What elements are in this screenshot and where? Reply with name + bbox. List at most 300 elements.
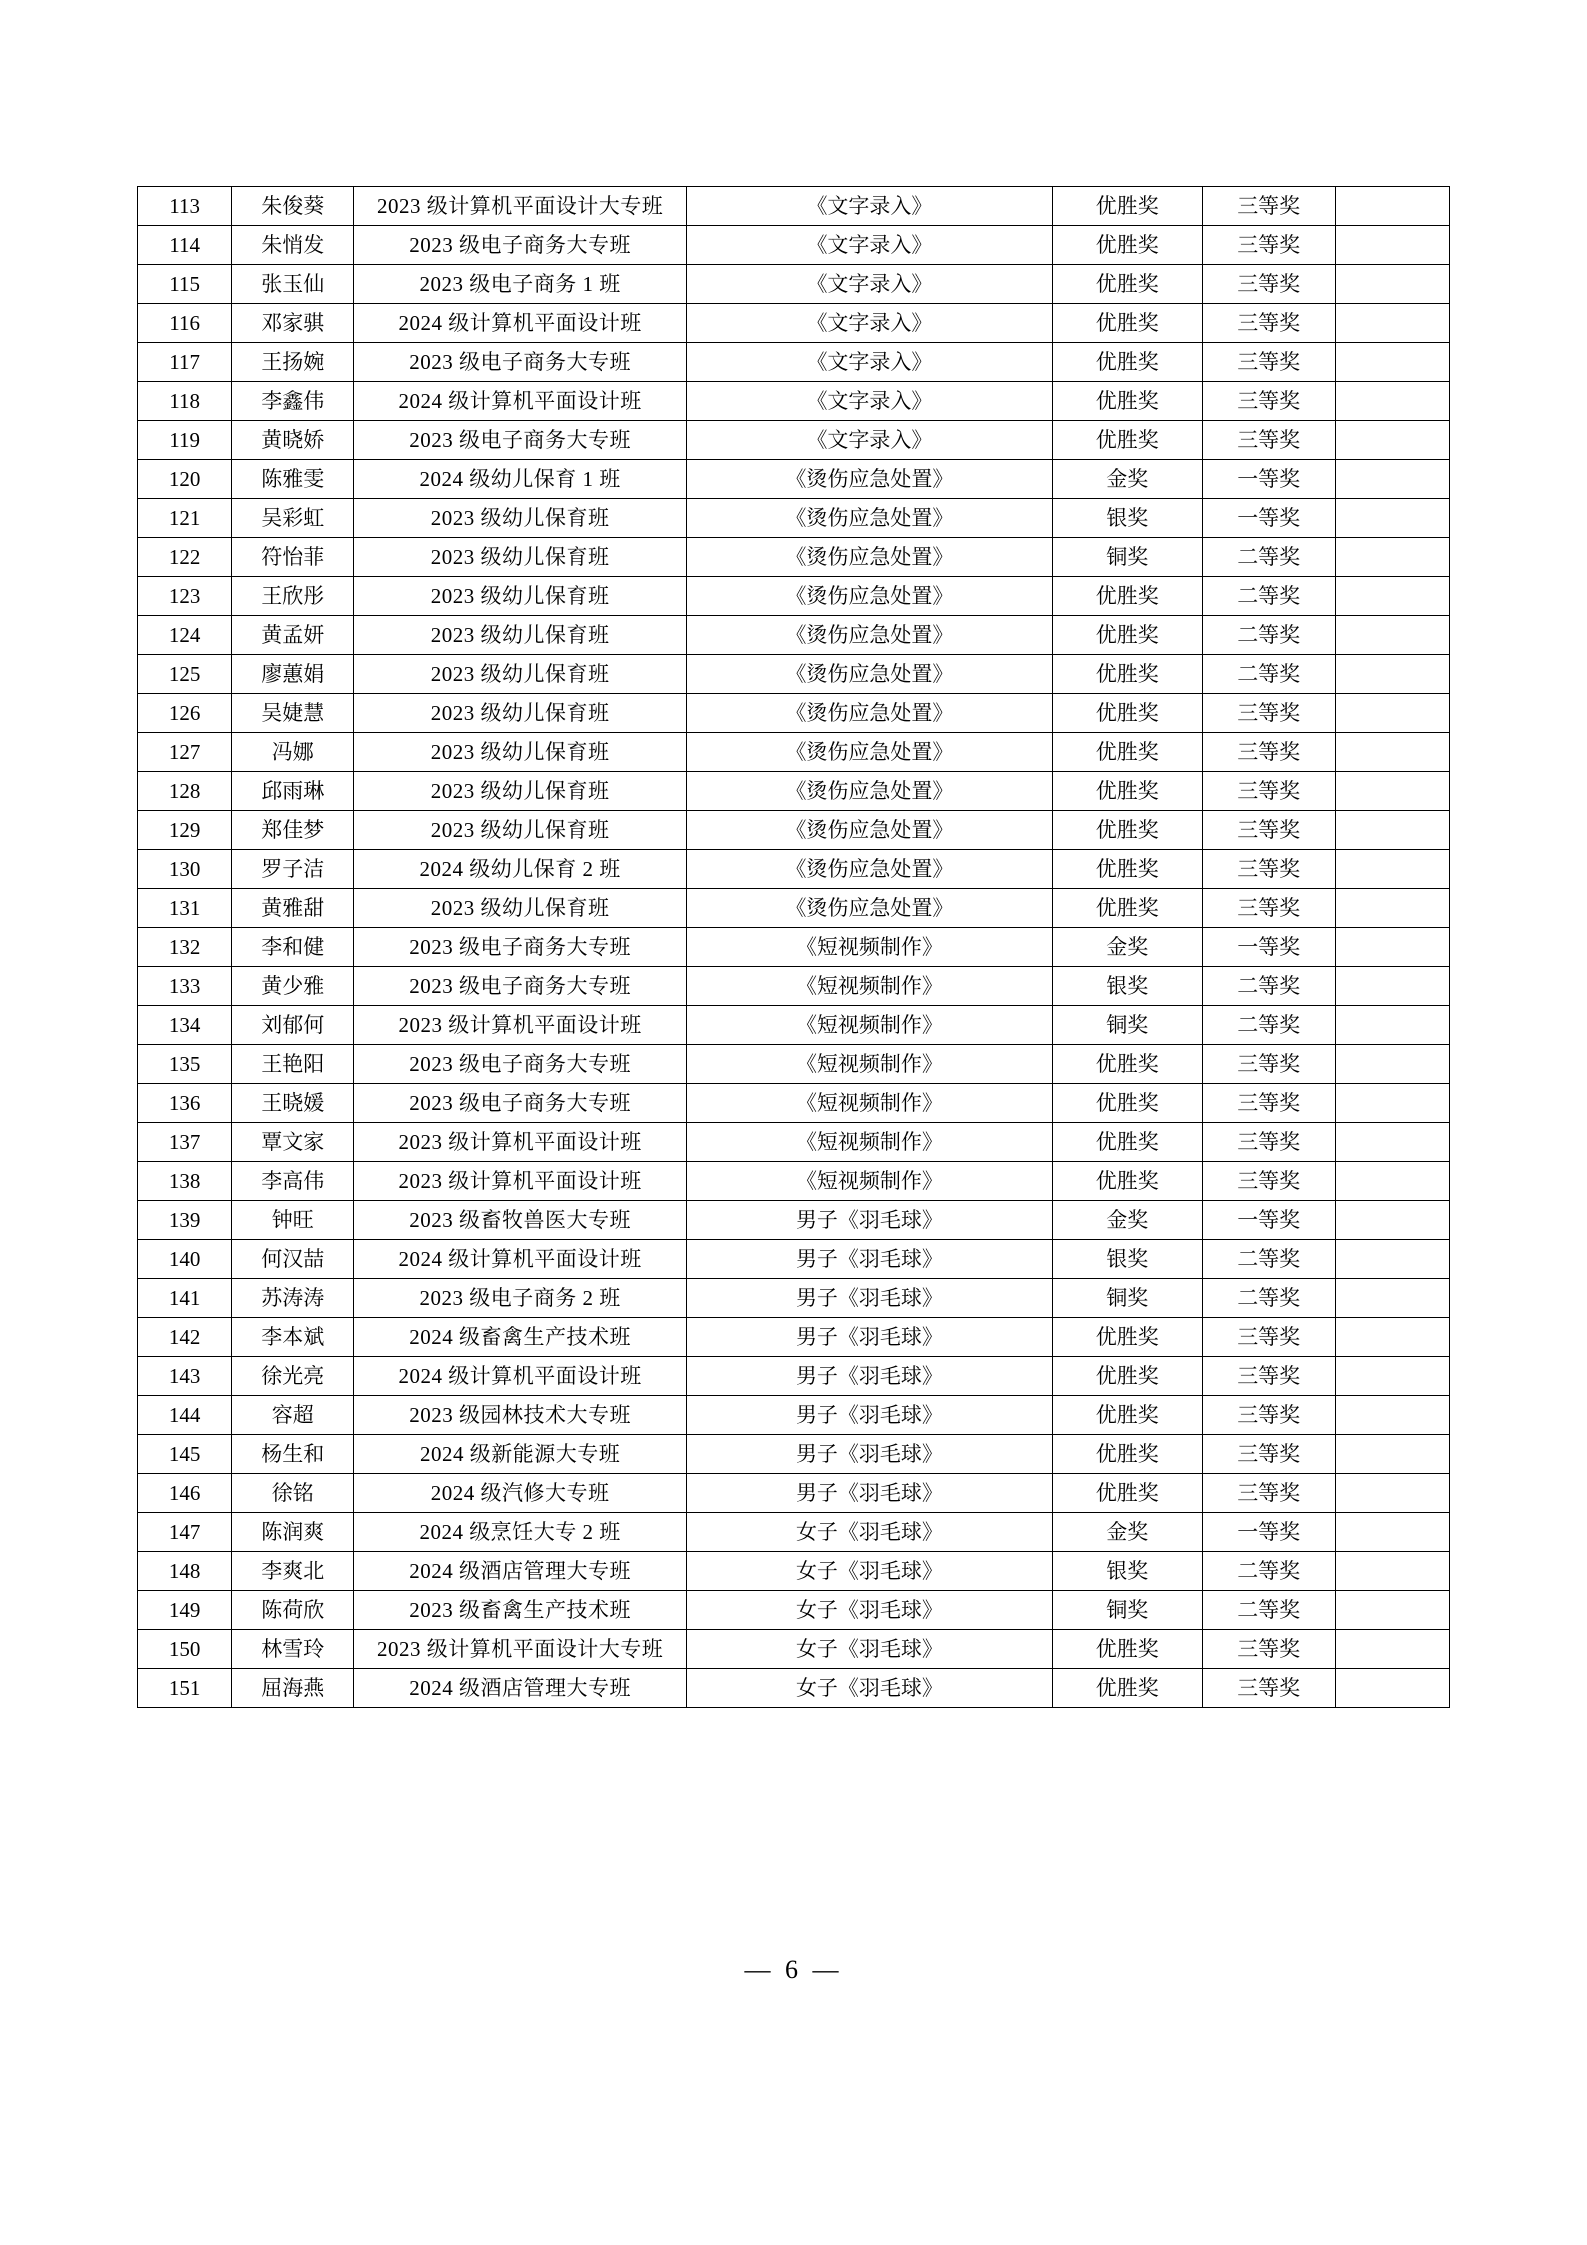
table-row xyxy=(138,733,1450,772)
table-cell-name: 徐光亮 xyxy=(232,1357,354,1396)
table-cell-note xyxy=(1335,1318,1449,1357)
table-cell-note xyxy=(1335,1123,1449,1162)
table-cell-medal: 优胜奖 xyxy=(1052,1357,1202,1396)
table-cell-name: 李鑫伟 xyxy=(232,382,354,421)
table-cell-class: 2024 级计算机平面设计班 xyxy=(354,304,687,343)
table-cell-item: 女子《羽毛球》 xyxy=(686,1552,1052,1591)
table-cell-class: 2023 级电子商务大专班 xyxy=(354,226,687,265)
table-cell-class: 2023 级电子商务大专班 xyxy=(354,421,687,460)
table-cell-no: 131 xyxy=(138,889,232,928)
table-cell-rank: 三等奖 xyxy=(1202,382,1335,421)
table-cell-item: 《烫伤应急处置》 xyxy=(686,850,1052,889)
table-cell-name: 陈雅雯 xyxy=(232,460,354,499)
table-cell-medal: 优胜奖 xyxy=(1052,850,1202,889)
table-cell-name: 李本斌 xyxy=(232,1318,354,1357)
table-row xyxy=(138,304,1450,343)
table-cell-medal: 优胜奖 xyxy=(1052,1162,1202,1201)
table-cell-rank: 三等奖 xyxy=(1202,733,1335,772)
table-cell-no: 121 xyxy=(138,499,232,538)
table-cell-class: 2023 级幼儿保育班 xyxy=(354,811,687,850)
table-row xyxy=(138,1201,1450,1240)
table-cell-rank: 三等奖 xyxy=(1202,226,1335,265)
table-cell-medal: 优胜奖 xyxy=(1052,1318,1202,1357)
table-cell-no: 134 xyxy=(138,1006,232,1045)
table-cell-class: 2023 级电子商务 2 班 xyxy=(354,1279,687,1318)
table-cell-item: 《烫伤应急处置》 xyxy=(686,889,1052,928)
table-cell-no: 133 xyxy=(138,967,232,1006)
table-cell-item: 女子《羽毛球》 xyxy=(686,1669,1052,1708)
table-row xyxy=(138,1435,1450,1474)
table-cell-no: 137 xyxy=(138,1123,232,1162)
table-cell-class: 2024 级计算机平面设计班 xyxy=(354,1240,687,1279)
table-cell-medal: 银奖 xyxy=(1052,1552,1202,1591)
table-cell-medal: 银奖 xyxy=(1052,499,1202,538)
table-cell-note xyxy=(1335,772,1449,811)
table-cell-no: 117 xyxy=(138,343,232,382)
table-cell-note xyxy=(1335,616,1449,655)
table-cell-no: 132 xyxy=(138,928,232,967)
table-cell-class: 2023 级电子商务大专班 xyxy=(354,343,687,382)
table-cell-rank: 一等奖 xyxy=(1202,928,1335,967)
table-cell-note xyxy=(1335,538,1449,577)
table-cell-name: 王晓媛 xyxy=(232,1084,354,1123)
table-cell-name: 林雪玲 xyxy=(232,1630,354,1669)
table-cell-no: 120 xyxy=(138,460,232,499)
table-cell-rank: 二等奖 xyxy=(1202,577,1335,616)
table-cell-name: 吴彩虹 xyxy=(232,499,354,538)
table-cell-no: 149 xyxy=(138,1591,232,1630)
table-cell-medal: 金奖 xyxy=(1052,1513,1202,1552)
table-row xyxy=(138,1240,1450,1279)
table-cell-no: 116 xyxy=(138,304,232,343)
table-cell-medal: 优胜奖 xyxy=(1052,577,1202,616)
table-cell-no: 128 xyxy=(138,772,232,811)
award-table-body xyxy=(138,187,1450,1708)
table-cell-class: 2024 级畜禽生产技术班 xyxy=(354,1318,687,1357)
table-cell-name: 朱俊葵 xyxy=(232,187,354,226)
table-cell-note xyxy=(1335,460,1449,499)
table-row xyxy=(138,1318,1450,1357)
table-cell-note xyxy=(1335,1396,1449,1435)
table-row xyxy=(138,694,1450,733)
table-cell-note xyxy=(1335,1552,1449,1591)
table-cell-note xyxy=(1335,304,1449,343)
table-cell-medal: 优胜奖 xyxy=(1052,1045,1202,1084)
table-cell-no: 123 xyxy=(138,577,232,616)
page-footer: — 6 — xyxy=(744,1955,843,1984)
table-cell-class: 2023 级幼儿保育班 xyxy=(354,655,687,694)
table-row xyxy=(138,1669,1450,1708)
table-cell-item: 《烫伤应急处置》 xyxy=(686,694,1052,733)
table-row xyxy=(138,343,1450,382)
table-cell-medal: 优胜奖 xyxy=(1052,382,1202,421)
table-cell-item: 《烫伤应急处置》 xyxy=(686,733,1052,772)
table-cell-class: 2024 级计算机平面设计班 xyxy=(354,1357,687,1396)
table-row xyxy=(138,1357,1450,1396)
table-cell-name: 钟旺 xyxy=(232,1201,354,1240)
table-cell-class: 2024 级烹饪大专 2 班 xyxy=(354,1513,687,1552)
table-row xyxy=(138,1630,1450,1669)
table-cell-item: 《烫伤应急处置》 xyxy=(686,655,1052,694)
table-cell-no: 118 xyxy=(138,382,232,421)
table-row xyxy=(138,1396,1450,1435)
table-cell-item: 男子《羽毛球》 xyxy=(686,1201,1052,1240)
table-cell-name: 杨生和 xyxy=(232,1435,354,1474)
table-row xyxy=(138,1513,1450,1552)
table-cell-rank: 二等奖 xyxy=(1202,538,1335,577)
table-cell-item: 男子《羽毛球》 xyxy=(686,1474,1052,1513)
table-cell-note xyxy=(1335,733,1449,772)
table-row xyxy=(138,1552,1450,1591)
table-cell-class: 2023 级计算机平面设计班 xyxy=(354,1162,687,1201)
table-cell-note xyxy=(1335,1279,1449,1318)
table-cell-note xyxy=(1335,967,1449,1006)
table-cell-medal: 优胜奖 xyxy=(1052,655,1202,694)
table-cell-medal: 铜奖 xyxy=(1052,1006,1202,1045)
table-cell-note xyxy=(1335,1435,1449,1474)
table-cell-no: 151 xyxy=(138,1669,232,1708)
table-cell-name: 黄孟妍 xyxy=(232,616,354,655)
table-cell-note xyxy=(1335,1240,1449,1279)
table-row xyxy=(138,382,1450,421)
table-cell-rank: 一等奖 xyxy=(1202,499,1335,538)
table-cell-class: 2024 级新能源大专班 xyxy=(354,1435,687,1474)
table-cell-note xyxy=(1335,382,1449,421)
table-cell-note xyxy=(1335,343,1449,382)
table-cell-rank: 二等奖 xyxy=(1202,1591,1335,1630)
table-cell-no: 136 xyxy=(138,1084,232,1123)
table-cell-name: 郑佳梦 xyxy=(232,811,354,850)
table-row xyxy=(138,850,1450,889)
table-cell-rank: 一等奖 xyxy=(1202,460,1335,499)
table-cell-note xyxy=(1335,1630,1449,1669)
table-cell-medal: 铜奖 xyxy=(1052,1591,1202,1630)
table-cell-name: 覃文家 xyxy=(232,1123,354,1162)
table-cell-rank: 一等奖 xyxy=(1202,1513,1335,1552)
table-cell-medal: 优胜奖 xyxy=(1052,265,1202,304)
table-cell-note xyxy=(1335,850,1449,889)
table-cell-rank: 二等奖 xyxy=(1202,1279,1335,1318)
table-cell-no: 135 xyxy=(138,1045,232,1084)
table-cell-note xyxy=(1335,1474,1449,1513)
table-cell-medal: 优胜奖 xyxy=(1052,772,1202,811)
table-cell-class: 2023 级幼儿保育班 xyxy=(354,499,687,538)
table-cell-medal: 优胜奖 xyxy=(1052,1630,1202,1669)
table-cell-no: 150 xyxy=(138,1630,232,1669)
table-cell-medal: 优胜奖 xyxy=(1052,1435,1202,1474)
table-row xyxy=(138,1279,1450,1318)
table-cell-medal: 银奖 xyxy=(1052,967,1202,1006)
table-cell-item: 《烫伤应急处置》 xyxy=(686,811,1052,850)
table-cell-no: 130 xyxy=(138,850,232,889)
table-cell-rank: 三等奖 xyxy=(1202,1045,1335,1084)
table-cell-no: 140 xyxy=(138,1240,232,1279)
table-cell-rank: 三等奖 xyxy=(1202,811,1335,850)
table-cell-medal: 优胜奖 xyxy=(1052,1123,1202,1162)
table-row xyxy=(138,1162,1450,1201)
table-row xyxy=(138,1591,1450,1630)
table-cell-name: 黄晓娇 xyxy=(232,421,354,460)
table-row xyxy=(138,421,1450,460)
table-cell-rank: 三等奖 xyxy=(1202,1318,1335,1357)
table-cell-note xyxy=(1335,499,1449,538)
table-cell-class: 2024 级计算机平面设计班 xyxy=(354,382,687,421)
table-cell-item: 《烫伤应急处置》 xyxy=(686,538,1052,577)
table-cell-name: 符怡菲 xyxy=(232,538,354,577)
table-cell-medal: 铜奖 xyxy=(1052,538,1202,577)
table-cell-medal: 银奖 xyxy=(1052,1240,1202,1279)
table-cell-no: 129 xyxy=(138,811,232,850)
table-cell-item: 《文字录入》 xyxy=(686,265,1052,304)
table-cell-class: 2024 级酒店管理大专班 xyxy=(354,1669,687,1708)
table-cell-item: 《文字录入》 xyxy=(686,382,1052,421)
table-row xyxy=(138,187,1450,226)
table-cell-item: 男子《羽毛球》 xyxy=(686,1435,1052,1474)
table-cell-note xyxy=(1335,187,1449,226)
table-cell-rank: 三等奖 xyxy=(1202,1123,1335,1162)
table-cell-note xyxy=(1335,1513,1449,1552)
table-cell-medal: 优胜奖 xyxy=(1052,889,1202,928)
table-cell-rank: 三等奖 xyxy=(1202,421,1335,460)
table-cell-item: 男子《羽毛球》 xyxy=(686,1240,1052,1279)
table-cell-item: 女子《羽毛球》 xyxy=(686,1630,1052,1669)
table-cell-no: 141 xyxy=(138,1279,232,1318)
table-cell-name: 王扬婉 xyxy=(232,343,354,382)
table-cell-class: 2023 级电子商务大专班 xyxy=(354,928,687,967)
table-cell-rank: 二等奖 xyxy=(1202,1006,1335,1045)
table-cell-item: 《烫伤应急处置》 xyxy=(686,772,1052,811)
table-cell-rank: 三等奖 xyxy=(1202,1669,1335,1708)
table-cell-name: 容超 xyxy=(232,1396,354,1435)
table-cell-name: 李和健 xyxy=(232,928,354,967)
table-cell-item: 《短视频制作》 xyxy=(686,1006,1052,1045)
table-cell-no: 114 xyxy=(138,226,232,265)
table-row xyxy=(138,1006,1450,1045)
table-row xyxy=(138,577,1450,616)
table-cell-item: 《文字录入》 xyxy=(686,343,1052,382)
table-cell-no: 119 xyxy=(138,421,232,460)
table-row xyxy=(138,1045,1450,1084)
table-cell-rank: 三等奖 xyxy=(1202,850,1335,889)
table-cell-name: 何汉喆 xyxy=(232,1240,354,1279)
table-cell-item: 男子《羽毛球》 xyxy=(686,1396,1052,1435)
table-cell-class: 2023 级畜牧兽医大专班 xyxy=(354,1201,687,1240)
table-row xyxy=(138,655,1450,694)
table-row xyxy=(138,460,1450,499)
table-cell-class: 2023 级计算机平面设计班 xyxy=(354,1123,687,1162)
table-cell-item: 《短视频制作》 xyxy=(686,1162,1052,1201)
table-cell-no: 138 xyxy=(138,1162,232,1201)
table-cell-note xyxy=(1335,577,1449,616)
table-cell-rank: 三等奖 xyxy=(1202,187,1335,226)
table-cell-item: 《文字录入》 xyxy=(686,187,1052,226)
table-cell-rank: 三等奖 xyxy=(1202,1435,1335,1474)
table-cell-note xyxy=(1335,421,1449,460)
table-cell-note xyxy=(1335,1084,1449,1123)
table-cell-medal: 金奖 xyxy=(1052,1201,1202,1240)
table-cell-name: 李爽北 xyxy=(232,1552,354,1591)
table-cell-medal: 优胜奖 xyxy=(1052,811,1202,850)
table-cell-rank: 一等奖 xyxy=(1202,1201,1335,1240)
table-cell-medal: 优胜奖 xyxy=(1052,187,1202,226)
table-cell-medal: 金奖 xyxy=(1052,460,1202,499)
table-cell-no: 113 xyxy=(138,187,232,226)
table-cell-item: 《烫伤应急处置》 xyxy=(686,499,1052,538)
table-cell-class: 2023 级幼儿保育班 xyxy=(354,889,687,928)
award-table xyxy=(137,186,1450,1708)
table-cell-item: 《短视频制作》 xyxy=(686,1045,1052,1084)
table-cell-name: 屈海燕 xyxy=(232,1669,354,1708)
table-cell-item: 《文字录入》 xyxy=(686,421,1052,460)
table-cell-note xyxy=(1335,1357,1449,1396)
table-cell-note xyxy=(1335,1045,1449,1084)
table-cell-name: 邓家骐 xyxy=(232,304,354,343)
table-row xyxy=(138,226,1450,265)
table-cell-rank: 二等奖 xyxy=(1202,1552,1335,1591)
table-cell-no: 142 xyxy=(138,1318,232,1357)
table-cell-item: 《短视频制作》 xyxy=(686,967,1052,1006)
table-cell-medal: 金奖 xyxy=(1052,928,1202,967)
table-cell-no: 148 xyxy=(138,1552,232,1591)
table-cell-no: 147 xyxy=(138,1513,232,1552)
table-cell-class: 2024 级幼儿保育 2 班 xyxy=(354,850,687,889)
table-cell-no: 127 xyxy=(138,733,232,772)
table-cell-rank: 二等奖 xyxy=(1202,1240,1335,1279)
award-table-container xyxy=(137,186,1450,1708)
table-cell-name: 黄雅甜 xyxy=(232,889,354,928)
table-cell-medal: 优胜奖 xyxy=(1052,1669,1202,1708)
table-cell-medal: 优胜奖 xyxy=(1052,1084,1202,1123)
table-cell-item: 《短视频制作》 xyxy=(686,928,1052,967)
table-cell-name: 黄少雅 xyxy=(232,967,354,1006)
table-cell-item: 《文字录入》 xyxy=(686,304,1052,343)
table-cell-name: 徐铭 xyxy=(232,1474,354,1513)
table-cell-rank: 三等奖 xyxy=(1202,1474,1335,1513)
table-cell-medal: 优胜奖 xyxy=(1052,304,1202,343)
table-cell-item: 男子《羽毛球》 xyxy=(686,1357,1052,1396)
table-cell-class: 2024 级幼儿保育 1 班 xyxy=(354,460,687,499)
table-cell-name: 刘郁何 xyxy=(232,1006,354,1045)
table-cell-rank: 三等奖 xyxy=(1202,1084,1335,1123)
table-cell-rank: 三等奖 xyxy=(1202,889,1335,928)
table-cell-no: 124 xyxy=(138,616,232,655)
table-cell-rank: 三等奖 xyxy=(1202,1357,1335,1396)
table-cell-rank: 三等奖 xyxy=(1202,343,1335,382)
table-cell-class: 2023 级电子商务 1 班 xyxy=(354,265,687,304)
table-cell-class: 2023 级计算机平面设计班 xyxy=(354,1006,687,1045)
table-cell-medal: 优胜奖 xyxy=(1052,343,1202,382)
table-row xyxy=(138,772,1450,811)
table-cell-medal: 优胜奖 xyxy=(1052,226,1202,265)
table-cell-class: 2023 级幼儿保育班 xyxy=(354,733,687,772)
table-cell-class: 2023 级电子商务大专班 xyxy=(354,1084,687,1123)
table-cell-name: 吴婕慧 xyxy=(232,694,354,733)
table-cell-class: 2023 级计算机平面设计大专班 xyxy=(354,187,687,226)
table-cell-note xyxy=(1335,811,1449,850)
table-cell-note xyxy=(1335,889,1449,928)
table-cell-rank: 三等奖 xyxy=(1202,694,1335,733)
table-cell-no: 146 xyxy=(138,1474,232,1513)
table-cell-no: 125 xyxy=(138,655,232,694)
table-cell-rank: 三等奖 xyxy=(1202,304,1335,343)
table-cell-name: 苏涛涛 xyxy=(232,1279,354,1318)
table-row xyxy=(138,499,1450,538)
table-cell-name: 王艳阳 xyxy=(232,1045,354,1084)
table-cell-medal: 优胜奖 xyxy=(1052,1474,1202,1513)
table-cell-no: 144 xyxy=(138,1396,232,1435)
table-cell-class: 2023 级幼儿保育班 xyxy=(354,694,687,733)
table-cell-name: 张玉仙 xyxy=(232,265,354,304)
table-cell-note xyxy=(1335,226,1449,265)
table-cell-note xyxy=(1335,1006,1449,1045)
table-cell-no: 143 xyxy=(138,1357,232,1396)
table-cell-item: 《烫伤应急处置》 xyxy=(686,577,1052,616)
table-row xyxy=(138,967,1450,1006)
table-cell-note xyxy=(1335,265,1449,304)
table-cell-name: 陈荷欣 xyxy=(232,1591,354,1630)
table-cell-name: 冯娜 xyxy=(232,733,354,772)
table-cell-medal: 铜奖 xyxy=(1052,1279,1202,1318)
table-row xyxy=(138,1474,1450,1513)
table-cell-medal: 优胜奖 xyxy=(1052,733,1202,772)
table-row xyxy=(138,616,1450,655)
table-cell-rank: 三等奖 xyxy=(1202,265,1335,304)
table-cell-medal: 优胜奖 xyxy=(1052,421,1202,460)
table-cell-name: 邱雨琳 xyxy=(232,772,354,811)
table-cell-name: 廖蕙娟 xyxy=(232,655,354,694)
table-cell-class: 2023 级电子商务大专班 xyxy=(354,967,687,1006)
table-cell-medal: 优胜奖 xyxy=(1052,1396,1202,1435)
table-cell-item: 男子《羽毛球》 xyxy=(686,1318,1052,1357)
table-cell-class: 2023 级幼儿保育班 xyxy=(354,577,687,616)
table-cell-name: 李高伟 xyxy=(232,1162,354,1201)
table-cell-class: 2023 级电子商务大专班 xyxy=(354,1045,687,1084)
table-cell-class: 2023 级计算机平面设计大专班 xyxy=(354,1630,687,1669)
table-cell-rank: 二等奖 xyxy=(1202,616,1335,655)
table-cell-class: 2023 级幼儿保育班 xyxy=(354,616,687,655)
table-cell-class: 2024 级汽修大专班 xyxy=(354,1474,687,1513)
table-cell-rank: 二等奖 xyxy=(1202,967,1335,1006)
table-row xyxy=(138,538,1450,577)
table-cell-no: 126 xyxy=(138,694,232,733)
table-row xyxy=(138,928,1450,967)
table-cell-note xyxy=(1335,1162,1449,1201)
table-cell-note xyxy=(1335,694,1449,733)
table-cell-rank: 三等奖 xyxy=(1202,1396,1335,1435)
table-cell-rank: 三等奖 xyxy=(1202,772,1335,811)
table-cell-name: 朱悄发 xyxy=(232,226,354,265)
table-cell-item: 男子《羽毛球》 xyxy=(686,1279,1052,1318)
table-cell-item: 《文字录入》 xyxy=(686,226,1052,265)
table-cell-name: 王欣彤 xyxy=(232,577,354,616)
table-cell-item: 《短视频制作》 xyxy=(686,1123,1052,1162)
table-cell-medal: 优胜奖 xyxy=(1052,694,1202,733)
table-row xyxy=(138,811,1450,850)
table-cell-class: 2024 级酒店管理大专班 xyxy=(354,1552,687,1591)
table-cell-class: 2023 级园林技术大专班 xyxy=(354,1396,687,1435)
table-cell-no: 145 xyxy=(138,1435,232,1474)
table-row xyxy=(138,889,1450,928)
table-cell-name: 陈润爽 xyxy=(232,1513,354,1552)
table-cell-name: 罗子洁 xyxy=(232,850,354,889)
table-row xyxy=(138,1123,1450,1162)
table-row xyxy=(138,265,1450,304)
table-cell-note xyxy=(1335,655,1449,694)
table-cell-rank: 二等奖 xyxy=(1202,655,1335,694)
table-cell-medal: 优胜奖 xyxy=(1052,616,1202,655)
table-row xyxy=(138,1084,1450,1123)
table-cell-note xyxy=(1335,1201,1449,1240)
